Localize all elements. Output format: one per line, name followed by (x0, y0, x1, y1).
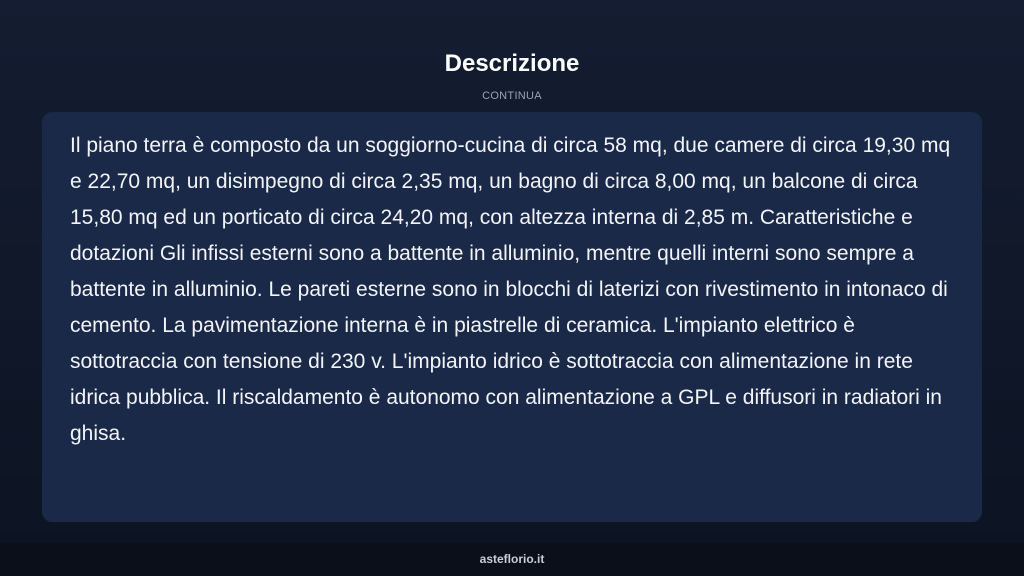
footer-bar (0, 543, 1024, 576)
page-title: Descrizione (444, 50, 580, 77)
site-name: asteflorio.it (479, 552, 545, 566)
description-text: Il piano terra è composto da un soggiorno-cucina di circa 58 mq, due camere di circa 19,30 mq e 22,70 mq, un disimpegno di circa 2,35 mq, un bagno di circa 8,00 mq, un balcone di circa 15,80 mq ed un porticato di circa 24,20 mq, con altezza interna di 2,85 m. Caratteristiche e dotazioni Gli infissi esterni sono a battente in alluminio, mentre quelli interni sono sempre a battente in alluminio. Le pareti esterne sono in blocchi di laterizi con rivestimento in intonaco di cemento. La pavimentazione interna è in piastrelle di ceramica. L'impianto elettrico è sottotraccia con tensione di 230 v. L'impianto idrico è sottotraccia con alimentazione in rete idrica pubblica. Il riscaldamento è autonomo con alimentazione a GPL e diffusori in radiatori in ghisa. (70, 134, 951, 445)
description-card (42, 112, 982, 522)
continua-label: CONTINUA (482, 90, 542, 102)
